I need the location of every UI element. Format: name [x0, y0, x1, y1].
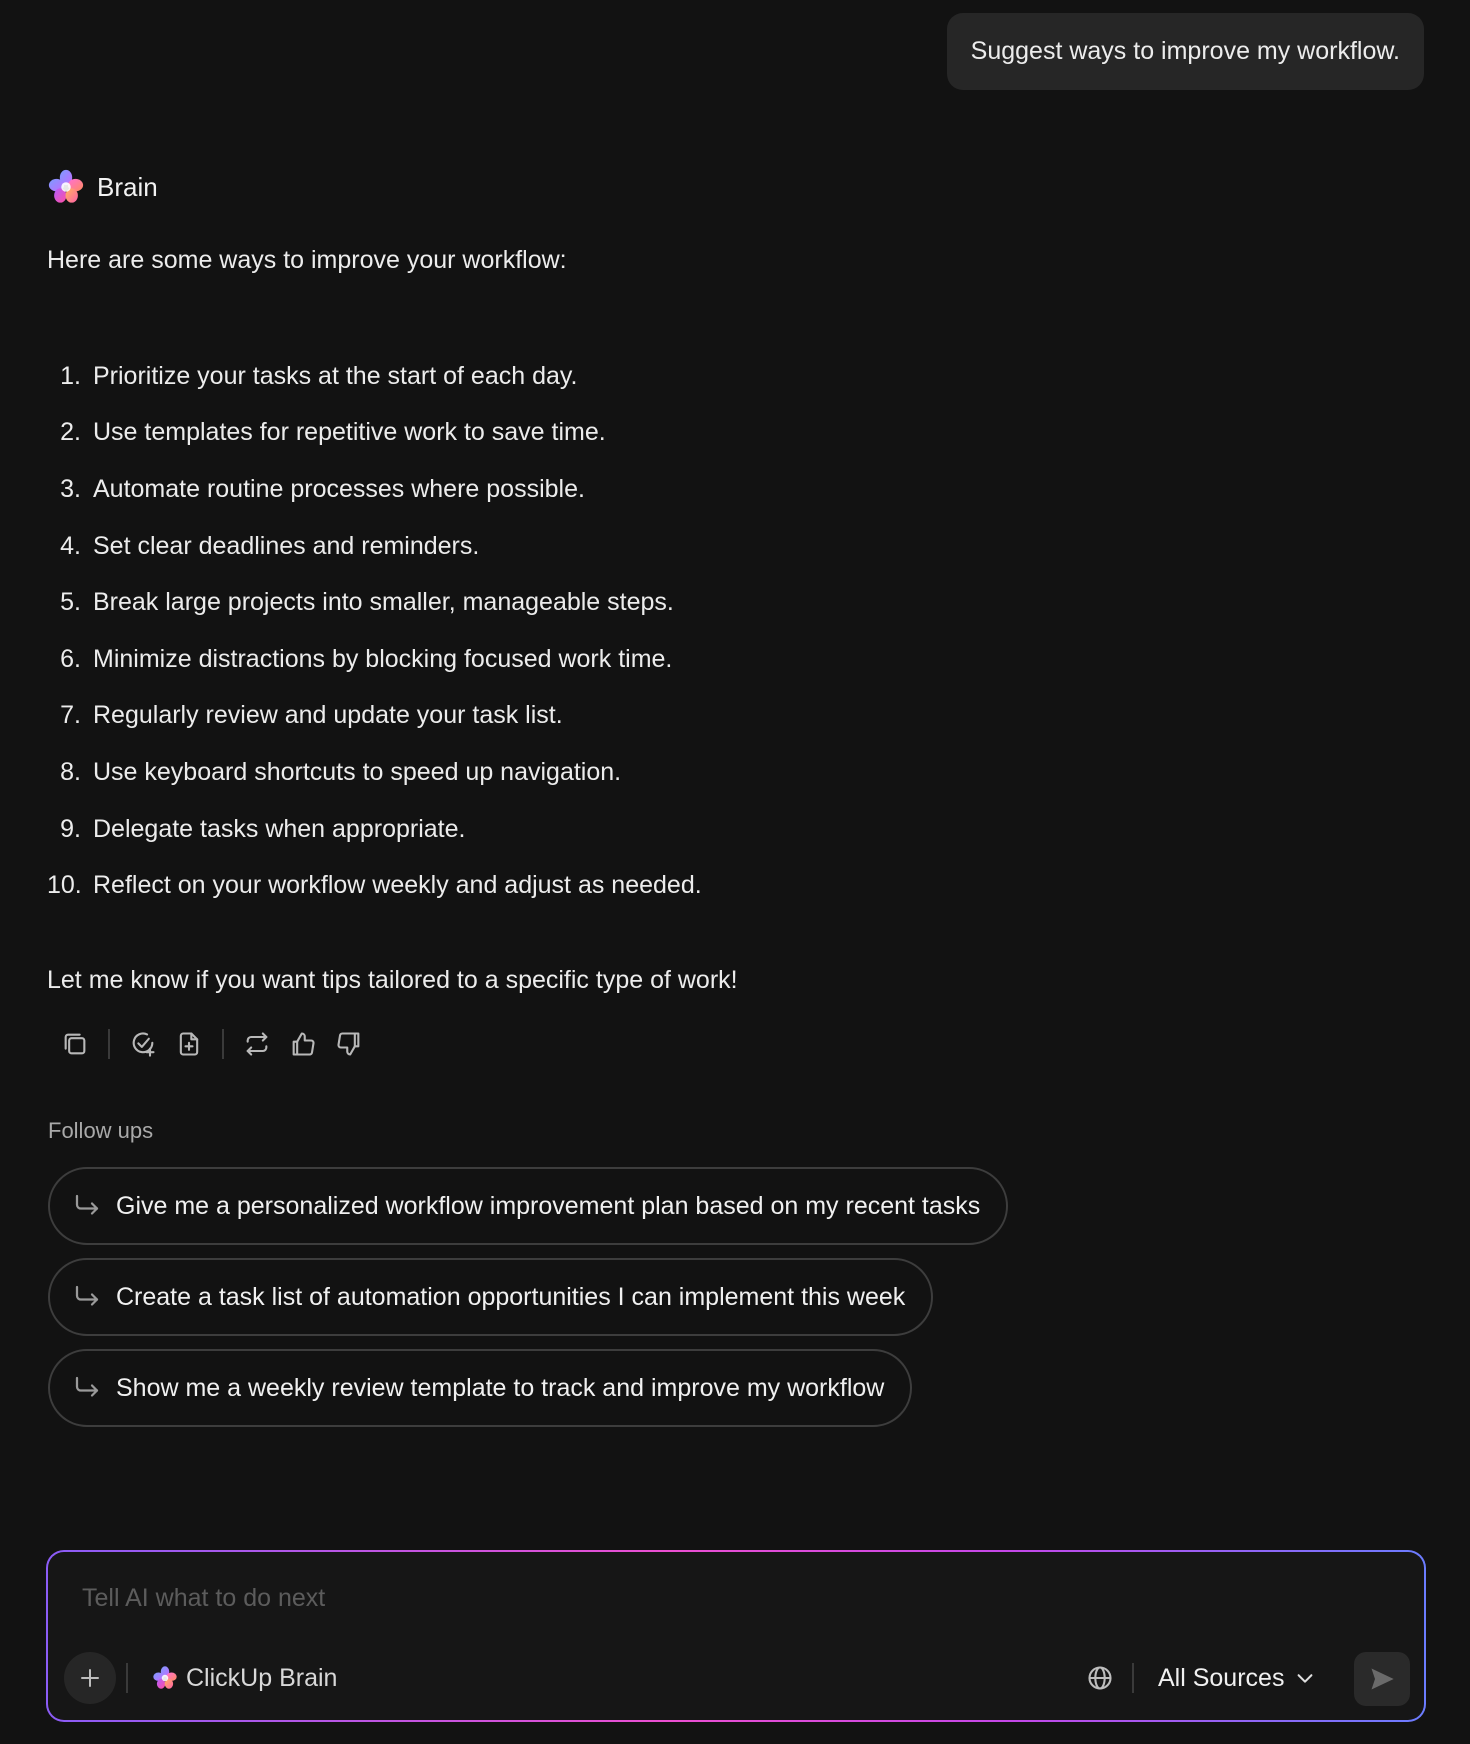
- list-item: [47, 857, 702, 914]
- regenerate-button[interactable]: [234, 1024, 280, 1064]
- follow-ups-list: [48, 1167, 1008, 1440]
- list-item-number: 1.: [60, 361, 81, 390]
- copy-icon: [61, 1030, 89, 1058]
- action-divider: [108, 1029, 110, 1059]
- list-item-number: 2.: [60, 418, 81, 447]
- list-item-text: Minimize distractions by blocking focused work time.: [93, 644, 673, 673]
- reply-arrow-icon: [72, 1282, 102, 1312]
- list-item: [47, 688, 702, 745]
- create-doc-icon: [175, 1030, 203, 1058]
- sources-label: All Sources: [1158, 1663, 1285, 1692]
- follow-up-chip[interactable]: [48, 1258, 933, 1336]
- create-task-button[interactable]: [120, 1024, 166, 1064]
- follow-up-chip[interactable]: [48, 1167, 1008, 1245]
- follow-up-text: Give me a personalized workflow improvement plan based on my recent tasks: [116, 1191, 981, 1220]
- thumbs-up-button[interactable]: [280, 1024, 326, 1064]
- action-divider: [222, 1029, 224, 1059]
- user-message-bubble: Suggest ways to improve my workflow.: [947, 13, 1424, 90]
- web-search-toggle[interactable]: [1082, 1660, 1118, 1696]
- list-item-number: 6.: [60, 644, 81, 673]
- regenerate-icon: [243, 1030, 271, 1058]
- list-item-text: Use keyboard shortcuts to speed up navigation.: [93, 757, 622, 786]
- list-item: [47, 405, 702, 462]
- message-composer: [46, 1550, 1426, 1722]
- list-item: [47, 744, 702, 801]
- reply-arrow-icon: [72, 1373, 102, 1403]
- list-item: [47, 574, 702, 631]
- model-name: ClickUp Brain: [186, 1663, 338, 1692]
- thumbs-up-icon: [289, 1030, 317, 1058]
- send-icon: [1368, 1665, 1396, 1693]
- follow-up-text: Create a task list of automation opportunities I can implement this week: [116, 1282, 906, 1311]
- list-item-text: Automate routine processes where possible.: [93, 474, 585, 503]
- list-item: [47, 631, 702, 688]
- create-task-icon: [129, 1030, 157, 1058]
- response-intro: Here are some ways to improve your workflow:: [47, 246, 567, 274]
- list-item-text: Delegate tasks when appropriate.: [93, 814, 466, 843]
- follow-up-text: Show me a weekly review template to track and improve my workflow: [116, 1373, 885, 1402]
- chevron-down-icon: [1294, 1667, 1316, 1689]
- brain-logo-icon: [47, 168, 85, 206]
- follow-ups-label: Follow ups: [48, 1118, 154, 1143]
- globe-icon: [1086, 1664, 1114, 1692]
- sources-dropdown[interactable]: [1158, 1658, 1316, 1698]
- create-doc-button[interactable]: [166, 1024, 212, 1064]
- add-attachment-button[interactable]: [64, 1652, 116, 1704]
- list-item-number: 4.: [60, 531, 81, 560]
- composer-divider: [1132, 1663, 1134, 1693]
- list-item-number: 3.: [60, 474, 81, 503]
- reply-arrow-icon: [72, 1191, 102, 1221]
- assistant-name: Brain: [97, 171, 158, 202]
- thumbs-down-icon: [335, 1030, 363, 1058]
- response-outro: Let me know if you want tips tailored to a specific type of work!: [47, 966, 738, 994]
- list-item-number: 10.: [47, 871, 82, 900]
- list-item: [47, 348, 702, 405]
- model-selector[interactable]: [152, 1658, 337, 1698]
- clickup-brain-icon: [152, 1665, 178, 1691]
- list-item-number: 8.: [60, 757, 81, 786]
- list-item-number: 5.: [60, 588, 81, 617]
- list-item-text: Regularly review and update your task list.: [93, 701, 563, 730]
- plus-icon: [78, 1666, 102, 1690]
- list-item-text: Reflect on your workflow weekly and adjust as needed.: [93, 871, 702, 900]
- response-actions: [52, 1024, 372, 1064]
- composer-body: [48, 1552, 1424, 1720]
- list-item: [47, 518, 702, 575]
- list-item-number: 7.: [60, 701, 81, 730]
- composer-divider: [126, 1663, 128, 1693]
- list-item-text: Break large projects into smaller, manageable steps.: [93, 588, 674, 617]
- assistant-header: [47, 168, 158, 206]
- list-item-text: Set clear deadlines and reminders.: [93, 531, 480, 560]
- list-item-text: Prioritize your tasks at the start of each day.: [93, 361, 578, 390]
- list-item-number: 9.: [60, 814, 81, 843]
- list-item-text: Use templates for repetitive work to save time.: [93, 418, 606, 447]
- send-button[interactable]: [1354, 1652, 1410, 1706]
- thumbs-down-button[interactable]: [326, 1024, 372, 1064]
- list-item: [47, 801, 702, 858]
- list-item: [47, 461, 702, 518]
- prompt-input[interactable]: [82, 1578, 1382, 1618]
- follow-up-chip[interactable]: [48, 1349, 912, 1427]
- tips-list: [47, 348, 702, 914]
- copy-button[interactable]: [52, 1024, 98, 1064]
